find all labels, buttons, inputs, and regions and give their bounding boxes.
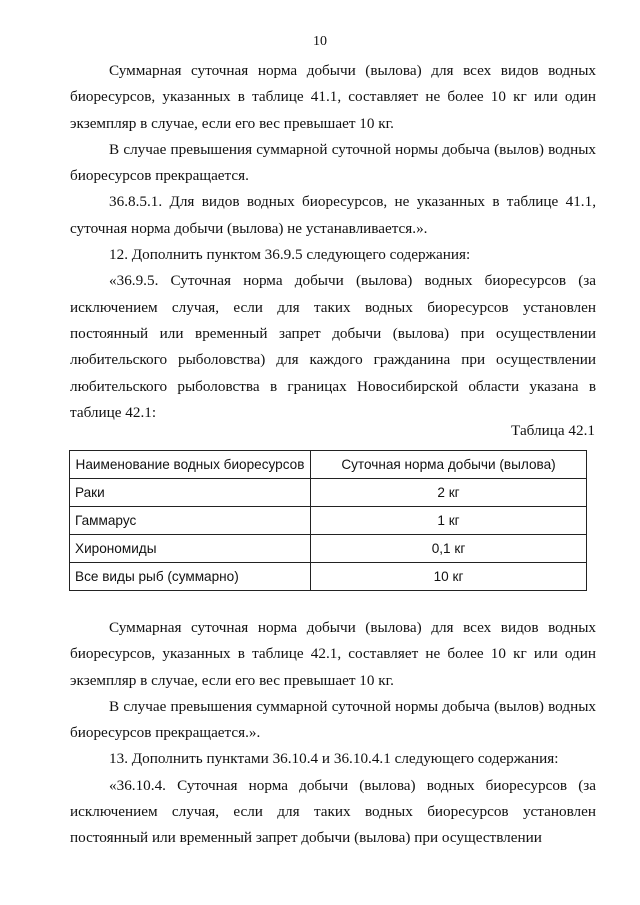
- table-header-row: [70, 451, 587, 479]
- table-row: [70, 479, 587, 507]
- table-row: [70, 535, 587, 563]
- paragraph: 13. Дополнить пунктами 36.10.4 и 36.10.4.1 следующего содержания:: [109, 750, 559, 768]
- page-number: 10: [313, 34, 327, 49]
- table-cell-value: 0,1 кг: [311, 535, 587, 563]
- paragraph: В случае превышения суммарной суточной нормы добыча (вылов) водных биоресурсов прекращается.: [70, 140, 596, 185]
- table-cell-value: 1 кг: [311, 507, 587, 535]
- paragraph: Суммарная суточная норма добычи (вылова) для всех видов водных биоресурсов, указанных в таблице 42.1, составляет не более 10 кг или один экземпляр в случае, если его вес превышает 10 кг.: [70, 619, 596, 689]
- table-cell-value: 10 кг: [311, 563, 587, 591]
- table-cell-name: Гаммарус: [70, 507, 311, 535]
- norms-table: [69, 450, 587, 591]
- paragraph: 12. Дополнить пунктом 36.9.5 следующего содержания:: [109, 246, 471, 264]
- table-cell-name: Все виды рыб (суммарно): [70, 563, 311, 591]
- table-row: [70, 563, 587, 591]
- table-header-cell: Наименование водных биоресурсов: [70, 451, 311, 479]
- paragraph: В случае превышения суммарной суточной нормы добыча (вылов) водных биоресурсов прекращается.».: [70, 697, 596, 742]
- table-cell-name: Раки: [70, 479, 311, 507]
- paragraph: 36.8.5.1. Для видов водных биоресурсов, не указанных в таблице 41.1, суточная норма добычи (вылова) не устанавливается.».: [70, 193, 596, 237]
- paragraph: «36.10.4. Суточная норма добычи (вылова) водных биоресурсов (за исключением случая, если для таких водных биоресурсов установлен постоянный или временный запрет добычи (вылова) при осуществлении: [70, 776, 596, 847]
- text-block-bottom: [70, 615, 596, 852]
- paragraph: Суммарная суточная норма добычи (вылова) для всех видов водных биоресурсов, указанных в таблице 41.1, составляет не более 10 кг или один экземпляр в случае, если его вес превышает 10 кг.: [70, 62, 596, 132]
- table-cell-value: 2 кг: [311, 479, 587, 507]
- table-caption: Таблица 42.1: [511, 422, 595, 439]
- text-block-top: [70, 58, 596, 426]
- table-cell-name: Хирономиды: [70, 535, 311, 563]
- table-row: [70, 507, 587, 535]
- paragraph: «36.9.5. Суточная норма добычи (вылова) водных биоресурсов (за исключением случая, если для таких водных биоресурсов установлен постоянный или временный запрет добычи (вылова) при осуществлении любительского рыболовства) для каждого гражданина при осуществлении любительского рыболовства в границах Новосибирской области указана в таблице 42.1:: [70, 272, 596, 421]
- table-header-cell: Суточная норма добычи (вылова): [311, 451, 587, 479]
